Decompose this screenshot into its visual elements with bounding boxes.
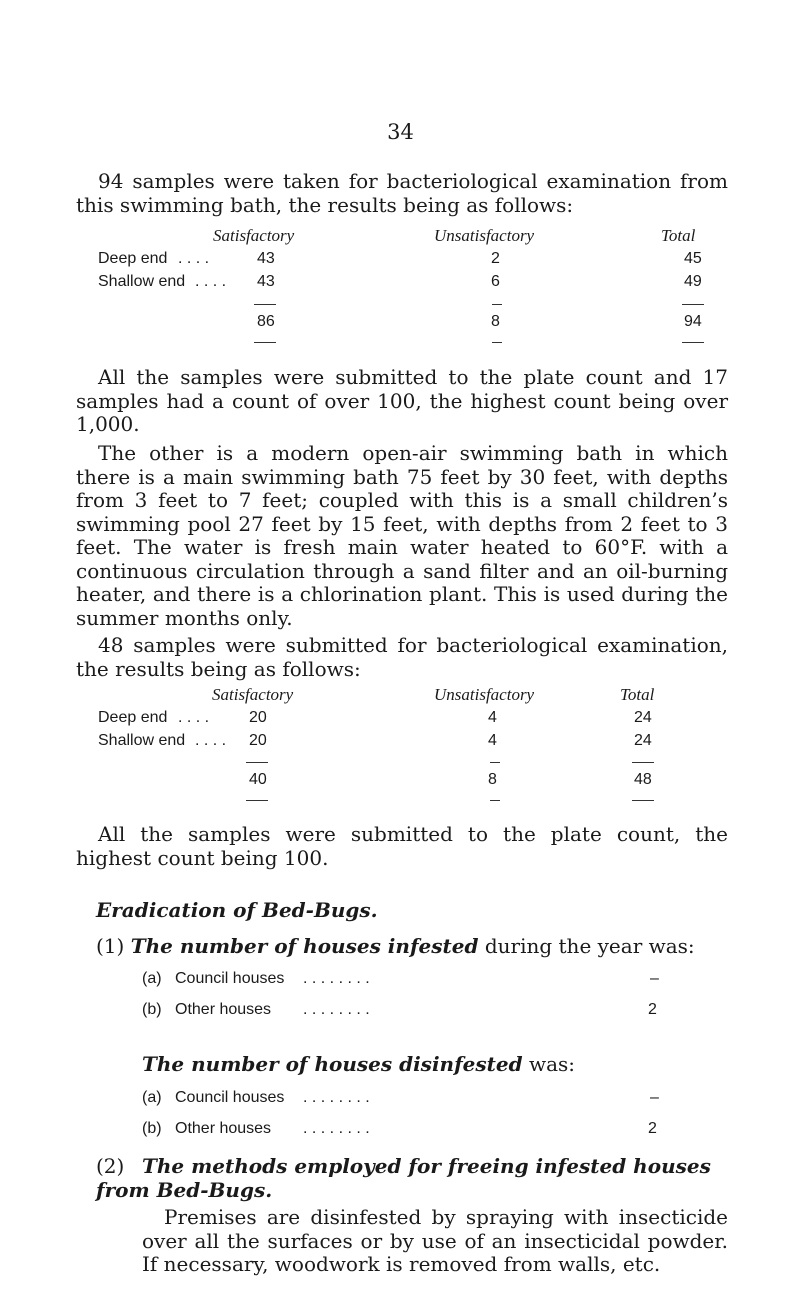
item-1b-sub-a-value: – <box>650 1089 659 1106</box>
table1-row-dots: . . . . <box>178 250 210 267</box>
table2-row-dots: . . . . <box>178 709 210 726</box>
item-1-sub-a-value: – <box>650 970 659 987</box>
paragraph-1: 94 samples were taken for bacteriological examination from this swimming bath, the results being as follows: <box>76 169 728 217</box>
sum-rule <box>246 762 268 763</box>
item-1-title <box>96 934 736 958</box>
table2-cell: 4 <box>488 732 497 749</box>
table2-cell: 20 <box>249 732 267 749</box>
table2-header-unsatisfactory: Unsatisfactory <box>434 685 535 704</box>
table2-total: 48 <box>634 771 652 788</box>
table2-cell: 4 <box>488 709 497 726</box>
table1-total: 8 <box>491 313 500 330</box>
item-1-sub-b-dots: . . . . . . . . <box>303 1001 370 1018</box>
table2-total: 40 <box>249 771 267 788</box>
item-1-rest: during the year was: <box>478 934 695 958</box>
sum-rule <box>492 342 502 343</box>
section-heading: Eradication of Bed-Bugs. <box>96 898 378 922</box>
table1-cell: 2 <box>491 250 500 267</box>
sum-rule <box>492 304 502 305</box>
sum-rule <box>254 342 276 343</box>
item-1b-sub-b-label: Other houses <box>175 1120 272 1137</box>
sum-rule <box>632 762 654 763</box>
item-1-sub-a-letter: (a) <box>142 970 162 987</box>
table2-cell: 20 <box>249 709 267 726</box>
page-number: 34 <box>387 120 414 144</box>
table2-header-total: Total <box>620 685 655 704</box>
table2-row-label: Deep end <box>98 709 168 726</box>
item-2-emphasis <box>96 1154 711 1202</box>
sum-rule <box>632 800 654 801</box>
table1-header-total: Total <box>661 226 696 245</box>
item-1-emphasis: The number of houses infested <box>130 934 479 958</box>
item-1-sub-a-dots: . . . . . . . . <box>303 970 370 987</box>
item-1b-sub-b-dots: . . . . . . . . <box>303 1120 370 1137</box>
sum-rule <box>246 800 268 801</box>
item-1b-sub-a-label: Council houses <box>175 1089 285 1106</box>
item-1-sub-b-letter: (b) <box>142 1001 162 1018</box>
item-1b-emphasis: The number of houses disinfested <box>142 1052 523 1076</box>
sum-rule <box>490 800 500 801</box>
item-1b-sub-a-dots: . . . . . . . . <box>303 1089 370 1106</box>
item-2-number: (2) <box>96 1154 125 1178</box>
paragraph-4: 48 samples were submitted for bacteriological examination, the results being as follows: <box>76 633 728 681</box>
table1-total: 94 <box>684 313 702 330</box>
item-1-sub-b-label: Other houses <box>175 1001 272 1018</box>
table1-total: 86 <box>257 313 275 330</box>
item-1-number: (1) <box>96 934 125 958</box>
sum-rule <box>490 762 500 763</box>
sum-rule <box>682 304 704 305</box>
table2-header-satisfactory: Satisfactory <box>212 685 294 704</box>
table1-row-label: Deep end <box>98 250 168 267</box>
table1-row-label: Shallow end <box>98 273 186 290</box>
table1-row-dots: . . . . <box>195 273 227 290</box>
table1-header-unsatisfactory: Unsatisfactory <box>434 226 535 245</box>
table1-cell: 45 <box>684 250 702 267</box>
table1-cell: 43 <box>257 273 275 290</box>
item-1b-sub-b-letter: (b) <box>142 1120 162 1137</box>
item-1b-title <box>142 1052 742 1076</box>
item-2-emphasis-text: The methods employed for freeing infested houses from Bed-Bugs. <box>96 1154 711 1202</box>
item-2-title <box>96 1155 728 1202</box>
table1-cell: 43 <box>257 250 275 267</box>
table1-cell: 49 <box>684 273 702 290</box>
paragraph-2: All the samples were submitted to the plate count and 17 samples had a count of over 100, the highest count being over 1,000. <box>76 365 728 436</box>
paragraph-3: The other is a modern open-air swimming bath in which there is a main swimming bath 75 feet by 30 feet, with depths from 3 feet to 7 feet; coupled with this is a small children’s swimming pool 27 feet by 15 feet, with depths from 2 feet to 3 feet. The water is fresh main water heated to 60°F. with a continuous circulation through a sand filter and an oil-burning heater, and there is a chlorination plant. This is used during the summer months only. <box>76 441 728 630</box>
item-1b-sub-b-value: 2 <box>648 1120 657 1137</box>
item-1-sub-b-value: 2 <box>648 1001 657 1018</box>
sum-rule <box>682 342 704 343</box>
paragraph-5: All the samples were submitted to the plate count, the highest count being 100. <box>76 822 728 870</box>
item-1-sub-a-label: Council houses <box>175 970 285 987</box>
table1-header-satisfactory: Satisfactory <box>213 226 295 245</box>
table1-cell: 6 <box>491 273 500 290</box>
table2-row-dots: . . . . <box>195 732 227 749</box>
table2-cell: 24 <box>634 709 652 726</box>
table2-row-label: Shallow end <box>98 732 186 749</box>
sum-rule <box>254 304 276 305</box>
item-2-body: Premises are disinfested by spraying with insecticide over all the surfaces or by use of an insecticidal powder. If necessary, woodwork is removed from walls, etc. <box>142 1205 728 1276</box>
item-1b-rest: was: <box>522 1052 576 1076</box>
table2-cell: 24 <box>634 732 652 749</box>
table2-total: 8 <box>488 771 497 788</box>
item-1b-sub-a-letter: (a) <box>142 1089 162 1106</box>
